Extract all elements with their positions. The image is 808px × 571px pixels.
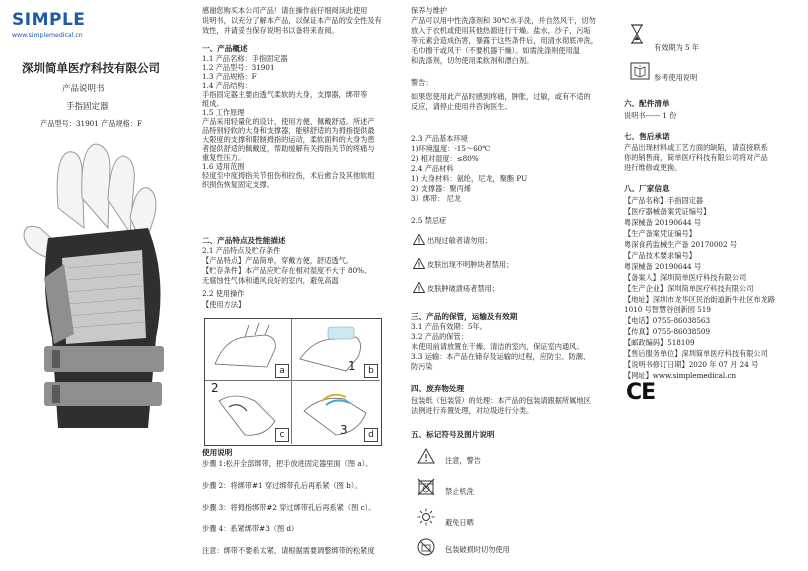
disposal-line: 包装纸（包装袋）的处理：本产品的包装请跟据所属地区 — [411, 396, 591, 405]
product-code-line: 产品型号：31901 产品规格：F — [40, 119, 143, 128]
info-column — [624, 0, 808, 571]
symbol-caption: 注意，警告 — [445, 456, 481, 465]
hourglass-icon — [630, 24, 644, 44]
usage-step: 步骤 3：将拇指绑带#2 穿过绑带孔后再系紧（图 c）。 — [202, 503, 376, 512]
features-line: 【产品特点】产品简单，穿戴方便，舒适透气。 — [202, 256, 353, 265]
storage-line: 3.2 产品的保管： — [411, 332, 468, 341]
maintenance-line: 毛巾擦干或风干（不要机器干燥）。如需洗涤则使用温 — [411, 46, 580, 55]
panel-label: a — [275, 364, 289, 378]
environment-title: 2.3 产品基本环境 — [411, 134, 468, 143]
diagram-panel-d — [292, 381, 380, 444]
panel-label: c — [275, 428, 289, 442]
environment-line: 1) 大身材料：氨纶，尼龙，聚酯 PU — [411, 174, 528, 183]
usage-diagram — [204, 318, 382, 446]
overview-line: 重复性压力。 — [202, 153, 246, 162]
overview-line: 者提供舒适的佩戴度，帮助缓解有关拇指关节的疼痛与 — [202, 144, 375, 153]
caution-triangle-icon — [417, 448, 435, 464]
warning-triangle-icon — [413, 258, 425, 269]
features-line: 2.2 使用操作 — [202, 289, 245, 298]
manufacturer-line: 【电话】0755-86038563 — [624, 316, 711, 325]
product-photo — [18, 138, 178, 438]
usage-note: 注意：绑带不要系太紧，请根据需要调整绑带的松紧度 — [202, 546, 375, 555]
manual-symbol-caption: 参考使用说明 — [654, 73, 698, 82]
section-title-features: 二、产品特点及性能描述 — [202, 236, 286, 245]
overview-line: 1.2 产品型号：31901 — [202, 63, 275, 72]
diagram-panel-a — [205, 319, 292, 381]
manufacturer-line: 【备案人】深圳简单医疗科技有限公司 — [624, 273, 747, 282]
overview-line: 品特别轻软的大身和支撑器，能够舒适的为拇指提供最 — [202, 126, 375, 135]
storage-line: 3.1 产品有效期：5年。 — [411, 322, 487, 331]
warning-title: 警告： — [411, 78, 433, 87]
symbol-caption: 避免日晒 — [445, 518, 474, 527]
manual-title: 产品说明书 — [62, 84, 105, 94]
section-title-disposal: 四、废弃物处理 — [411, 384, 465, 393]
environment-line: 2.4 产品材料 — [411, 164, 454, 173]
overview-line: 1.4 产品结构： — [202, 81, 252, 90]
warning-line: 反应，请停止使用并咨询医生。 — [411, 102, 512, 111]
overview-line: 1.3 产品规格：F — [202, 72, 257, 81]
manufacturer-line: 粤深食药监械生产备 20170002 号 — [624, 240, 738, 249]
panel-label: b — [364, 364, 378, 378]
section-title-overview: 一、产品概述 — [202, 44, 248, 53]
warning-triangle-icon — [413, 282, 425, 293]
symbol-caption: 禁止机洗 — [445, 487, 474, 496]
overview-line: 大限度的支撑和限制拇指的运动，柔软面料的大身为患 — [202, 135, 375, 144]
section-title-symbols: 五、标记符号及图片说明 — [411, 430, 495, 439]
symbol-caption: 包装破损时切勿使用 — [445, 545, 510, 554]
usage-step: 步骤 1:松开全部绑带，把手放进固定器里面（图 a）。 — [202, 459, 373, 468]
maintenance-line: 等元素会造成伤害，暴露于这些条件后，用清水彻底冲洗， — [411, 36, 598, 45]
manufacturer-line: 1010 号智慧谷创新园 519 — [624, 305, 711, 314]
company-name: 深圳简单医疗科技有限公司 — [22, 61, 160, 75]
overview-line: 1.1 产品名称：手指固定器 — [202, 54, 288, 63]
panel-label: d — [364, 428, 378, 442]
manufacturer-line: 【说明书修订日期】2020 年 07 月 24 号 — [624, 360, 759, 369]
damaged-package-icon — [417, 538, 435, 556]
manufacturer-line: 【邮政编码】518109 — [624, 338, 695, 347]
maintenance-title: 保养与维护 — [411, 6, 447, 15]
contraindication-item: 皮肤肿破溃疡者禁用； — [427, 284, 499, 293]
environment-line: 1)环境温度：-15～60℃ — [411, 144, 491, 153]
contraindication-title: 2.5 禁忌症 — [411, 216, 447, 225]
storage-line: 3.3 运输：本产品在储存及运输的过程，应防尘、防潮、 — [411, 352, 591, 361]
aftersales-line: 进行维修或更换。 — [624, 163, 682, 172]
section-title-aftersales: 七、售后承诺 — [624, 132, 670, 141]
features-line: 【贮存条件】本产品应贮存在相对湿度不大于 80%、 — [202, 266, 372, 275]
maintenance-line: 和洗涤剂，切勿使用柔软剂和漂白剂。 — [411, 56, 534, 65]
overview-line: 1.5 工作原理 — [202, 108, 245, 117]
step-number: 3 — [340, 423, 348, 437]
usage-step: 步骤 2：将绑带#1 穿过绑带孔后再系紧（图 b）。 — [202, 481, 362, 490]
overview-line: 织损伤恢复固定支撑。 — [202, 180, 274, 189]
section-title-storage: 三、产品的保管，运输及有效期 — [411, 312, 518, 321]
usage-step: 步骤 4：系紧绑带#3（图 d） — [202, 524, 299, 533]
avoid-sunlight-icon — [417, 508, 435, 526]
manufacturer-line: 【传真】0755-86038509 — [624, 327, 711, 336]
intro-line: 感谢您购买本公司产品！请在操作前仔细阅读此使用 — [202, 6, 368, 15]
manufacturer-line: 【售后服务单位】深圳简单医疗科技有限公司 — [624, 349, 768, 358]
manufacturer-line: 【地址】深圳市龙华区民治街道新牛社区布龙路 — [624, 295, 775, 304]
step-number: 2 — [211, 381, 219, 395]
environment-line: 3）绑带： 尼龙 — [411, 194, 461, 203]
contraindication-item: 出现过敏者请勿用； — [427, 236, 492, 245]
svg-text:i: i — [639, 63, 641, 68]
intro-line: 说明书，以充分了解本产品，以保证本产品的安全性及有 — [202, 16, 382, 25]
brand-website: www.simplemedical.cn — [12, 32, 83, 39]
cover-column — [0, 0, 196, 571]
overview-line: 产品采用轻量化的设计，使用方便，佩戴舒适。所述产 — [202, 117, 375, 126]
warning-triangle-icon — [413, 234, 425, 245]
manufacturer-line: 【医疗器械备案凭证编号】 — [624, 207, 711, 216]
manufacturer-line: 粤深械备 20190644 号 — [624, 218, 702, 227]
brand-logo: SIMPLE — [12, 10, 86, 30]
environment-line: 2) 支撑器：聚丙烯 — [411, 184, 471, 193]
usage-title: 使用说明 — [202, 448, 233, 457]
aftersales-line: 产品出现材料或工艺方面的缺陷，请直接联系 — [624, 143, 768, 152]
manufacturer-line: 【产品名称】手指固定器 — [624, 196, 704, 205]
features-line: 无腐蚀性气体和通风良好的室内，避免高温 — [202, 276, 339, 285]
no-machine-wash-icon — [417, 478, 435, 496]
features-line: 2.1 产品特点及贮存条件 — [202, 246, 281, 255]
manufacturer-line: 【产品技术要求编号】 — [624, 251, 696, 260]
ce-mark: CE — [626, 380, 656, 405]
expiry-symbol-caption: 有效期为 5 年 — [654, 43, 700, 52]
manufacturer-line: 【生产备案凭证编号】 — [624, 229, 696, 238]
intro-line: 效性，并请妥当保存说明书以备将来查阅。 — [202, 26, 339, 35]
aftersales-line: 你的销售商，简单医疗科技有限公司将对产品 — [624, 153, 768, 162]
maintenance-line: 产品可以用中性洗涤剂和 30℃水手洗，并自然风干，切勿 — [411, 16, 596, 25]
care-column — [411, 0, 611, 571]
manufacturer-line: 【网址】www.simplemedical.cn — [624, 371, 737, 380]
maintenance-line: 放入于衣机或使用其他热源进行干燥。盐水，沙子，污垢 — [411, 26, 591, 35]
environment-line: 2) 相对湿度：≤80% — [411, 154, 479, 163]
product-name: 手指固定器 — [66, 102, 109, 112]
overview-line: 1.6 适用范围 — [202, 162, 245, 171]
step-number: 1 — [348, 359, 356, 373]
instructions-column — [202, 0, 398, 571]
section-title-accessories: 六、配件清单 — [624, 99, 670, 108]
diagram-panel-b — [292, 319, 380, 381]
section-title-manufacturer: 八、厂家信息 — [624, 184, 670, 193]
disposal-line: 法例进行弃置处理，对垃圾进行分类。 — [411, 406, 534, 415]
diagram-panel-c — [205, 381, 292, 444]
manual-book-icon — [630, 62, 650, 80]
overview-line: 手指固定器主要由透气柔软的大身，支撑器，绑带等 — [202, 90, 368, 99]
warning-line: 如果您使用此产品时感到疼痛，肿胀，过敏，或有不适的 — [411, 92, 591, 101]
manufacturer-line: 粤深械备 20190644 号 — [624, 262, 702, 271]
accessories-line: 说明书------ 1 份 — [624, 111, 677, 120]
storage-line: 未使用前请放置在干燥、清洁的室内，保证室内通风。 — [411, 342, 584, 351]
overview-line: 轻度至中度拇指关节扭伤和拉伤，术后愈合及其他软组 — [202, 171, 375, 180]
overview-line: 组成。 — [202, 99, 224, 108]
features-line: 【使用方法】 — [202, 300, 246, 309]
storage-line: 防污染 — [411, 362, 433, 371]
contraindication-item: 皮肤出现不明肿块者禁用； — [427, 260, 514, 269]
manufacturer-line: 【生产企业】深圳简单医疗科技有限公司 — [624, 284, 754, 293]
